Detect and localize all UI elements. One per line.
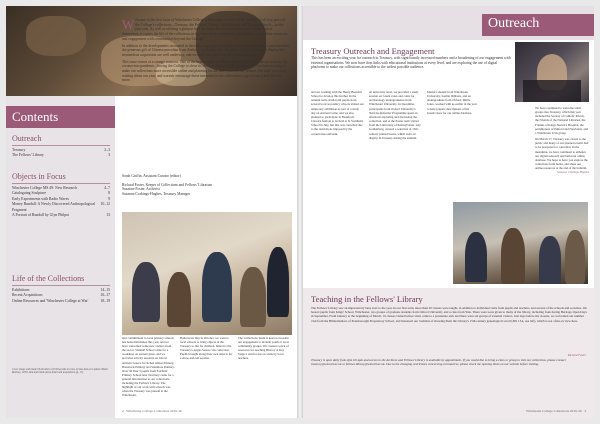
contents-title: Contents — [6, 106, 115, 128]
article-title: Treasury Outreach and Engagement — [311, 46, 435, 56]
contents-item[interactable]: Money Rundall: A Newly Discovered Anthropological Fragment 10–12 — [12, 202, 110, 212]
signature: Sarah Griffin, Assistant Curator (editor) — [122, 174, 181, 178]
contents-item[interactable]: The Fellows' Library 3 — [12, 153, 110, 158]
fellows-text: The Fellows' Library saw an impressively busy start to the year. In our first term, more than 20 classes were taught, in addition to individual visits from pupils and teachers, and several of the schools and societies. We hosted pupils from Kings' School, Winchester, two groups of graduate students from Oxford University and a class from Yale. There were tours given to many of the library, including from during Heritage Open Days in September. From January to the beginning of March, 16 classes visited before visits came to a premature end, and there were six groups of external visitors. Just days before the closure, we welcomed our number visit from the Bibliomaniacs of Peterborough Preparatory School, and honoured our tradition of showing them the Library's 15th-century genealogical scroll (MS 13A, see left), which is not often on view here. — [311, 306, 587, 323]
cover-caption: Cover image and inside illustrations of Fellowcards in a box of Sam-Sum-so's sphare Model Railway, 1970s. Red and inside photo detail and acquisitions (p. 17). — [12, 368, 108, 375]
fellows-credit: Richard Foster — [567, 353, 586, 357]
article-lead: This has been an exciting year for outreach in Treasury, with significantly increased numbers and a broadening of our engagement with external organisations. We now have firm links with educational institutions at every level, and are exploring the use of digital platforms to make our collections accessible to the widest possible audience. — [311, 56, 511, 70]
article-column: and are working with the Henry Beaufort School to develop this further. In the autumn term, sixth-form pupils from several local secondary schools visited our temporary exhibition as part of a study day on Ancient Coins, and we also planned to participate in Beaufort's Classics festival to be held at St Swithun's School in July, but this was cancelled due to the restrictions imposed by the coronavirus outbreak. — [311, 90, 364, 136]
contents-section-outreach — [12, 134, 110, 159]
intro-text: Welcome to the first issue of Winchester College Collections, a record of the activity of all four parts of the College's collections—Treasury, the Fellows' Library, the Archives, and Science Schools—in the past year. As well as offering a glimpse into the latest discoveries and research on the objects themselves, it covers the life of the collections in the form of our exhibitions, acquisitions, new online resources, and engagement with communities beyond the College. In addition to the developments recounted in the following pages, a standout event of the academic year has been the generous gift of Chinese porcelain from Anthony du Boulay (Dn. Boulay's, 1943–46). Plans to display this tremendous acquisition are well underway, and we look forward to reporting back next year. This issue comes at a strange moment. One of the busiest years for Winchester's collections was cut short by the coronavirus pandemic, forcing the College to close its doors in March. In the meantime, we've been working to make our collections more accessible online and planning for the safe return of our visitors. We hope you enjoy reading about our year, and warmly encourage those interested in the collections to get in touch and find out more. — [122, 17, 290, 83]
contents-section-life — [12, 274, 110, 304]
intro-dropcap: W — [122, 17, 135, 32]
contents-item[interactable]: Treasury 2–3 — [12, 148, 110, 152]
contents-item[interactable]: Online Resources and 'Winchester College at War' 18–19 — [12, 298, 110, 303]
contents-heading: Outreach — [12, 134, 110, 146]
body-column: The Collections Team is keen to broaden our engagement to include youth or local community groups. We created a pack of resources for teaching History at Key Stage 2 and for use on visits by local teachers. — [238, 336, 289, 361]
signature: Richard Foster, Keeper of Collections and Fellows' Librarian — [122, 182, 213, 187]
contents-item[interactable]: Recent Acquisitions 16–17 — [12, 293, 110, 298]
contents-section-objects — [12, 172, 110, 218]
body-column: Hallowe'en Day in October, we went to local schools to bring objects in the Treasury to life for children, linked to the Treasury's Anglo-Saxon coin collection. Pupils brought along their own objects for a show-and-tell session. — [180, 336, 233, 361]
intro-paragraph: In addition to the developments recounted in the following pages, a standout event of the academic year has been the generous gift of Chinese porcelain from Anthony du Boulay (Dn. Boulay's, 1943–46). Plans to display this tremendous acquisition are well underway, and we look forward to reporting back next year. — [122, 43, 290, 57]
contents-item[interactable]: Cataloguing Sculpture 8 — [12, 191, 110, 196]
visit-note: Treasury is open daily from 2pm till 4pm and access to the Archives and Fellows' Library is available by appointment. If you would like to bring a class or group to visit our collections, please contact treasury@wincoll.ac.uk or fellows.library@wincoll.ac.uk. Due to the changing restrictions concerning coronavirus, please check the opening times on our website before visiting. — [311, 358, 566, 367]
contents-item[interactable]: Exhibitions 14–15 — [12, 288, 110, 292]
intro-paragraph: This issue comes at a strange moment. One of the busiest years for Winchester's collections was cut short by the coronavirus pandemic, forcing the College to close its doors in March. In the meantime, we've been working to make our collections more accessible online and planning for the safe return of our visitors. We hope you enjoy reading about our year, and warmly encourage those interested in the collections to get in touch and find out more. — [122, 59, 288, 83]
article-column: Masters student from Winchester University, Sophie Dibbens, and an undergraduate from Oxford, Millie Jones, worked with us earlier in the year to help prepare descriptions of the Greek vases for our online database. — [427, 90, 478, 115]
contents-item[interactable]: Early Experiments with Radio Waves 9 — [12, 196, 110, 201]
section-label: Outreach — [482, 14, 594, 36]
classroom-photo — [122, 212, 292, 335]
footer-page-number: 2 Winchester College Collections 2019–20 — [122, 409, 182, 413]
contents-heading: Life of the Collections — [12, 274, 110, 286]
signatures — [122, 174, 290, 197]
contents-item[interactable]: A Portrait of Rundall by Glyn Philpot 13 — [12, 213, 110, 218]
left-page — [6, 6, 297, 418]
visitors-photo — [453, 202, 588, 284]
signature: Suzanne Foster, Archivist — [122, 187, 160, 192]
footer-page-number: Winchester College Collections 2019–20 3 — [526, 409, 586, 413]
body-column: Our commitment to local primary schools has been maintained this year, and we have welcomed some new visitors from the sector. Winnall School came for a workshop on ancient glass, and we provided activity sessions on Life in Ancient Greece for Itchen Abbas Primary, Harestock Primary and Stanmore Primary. Over 50 Year 3 pupils from Fairfield Primary School near Newbury came for a general introduction to our collections, including the Fellows' Library. The highlight of our work with schools was when the Treasury was present at the Winchester. — [122, 336, 175, 398]
signature: Suzanne Corkings-Hughes, Treasury Manager — [122, 192, 191, 197]
right-page — [303, 6, 594, 418]
footer-title: Winchester College Collections 2019–20 — [126, 409, 182, 413]
fellows-title: Teaching in the Fellows' Library — [311, 294, 423, 304]
article-column: At university level, we provided a study session on Greek vases and coins for Archaeology undergraduates from Winchester University. In December, participants from Oxford University's 'Pericles Reforms' Programme spent an afternoon exploring and discussing the collection, and at the Easter term visited from the University of Pennsylvania. Lily Goldenberg, curated a selection of 15th-century printed books, which were on display in Treasury during the autumn. — [369, 90, 421, 140]
footer-title: Winchester College Collections 2019–20 — [526, 409, 582, 413]
column-credit: Suzanne Corkings-Hughes — [557, 170, 589, 175]
contents-heading: Objects in Focus — [12, 172, 110, 184]
article-column: We have continued to welcome adult groups into Treasury, which this year included the Society of Catholic Priests, the Friends of the National Libraries, the Friends of Kings Norton's Hospital, the parishioners of Pulford and Newlands, and a Winchester U3A group. On March 17, Treasury was closed to the public and many of our planned events had to be postponed or cancelled. In the meantime, we have continued to enhance our digital outreach and build our online database. We hope to have you explore the collections from home, and share our online resources at the end of the bulletin. Suzanne Corkings-Hughes — [535, 106, 589, 175]
contents-item[interactable]: Winchester College MS 49: New Research 4–7 — [12, 186, 110, 190]
outreach-photo — [515, 42, 589, 102]
